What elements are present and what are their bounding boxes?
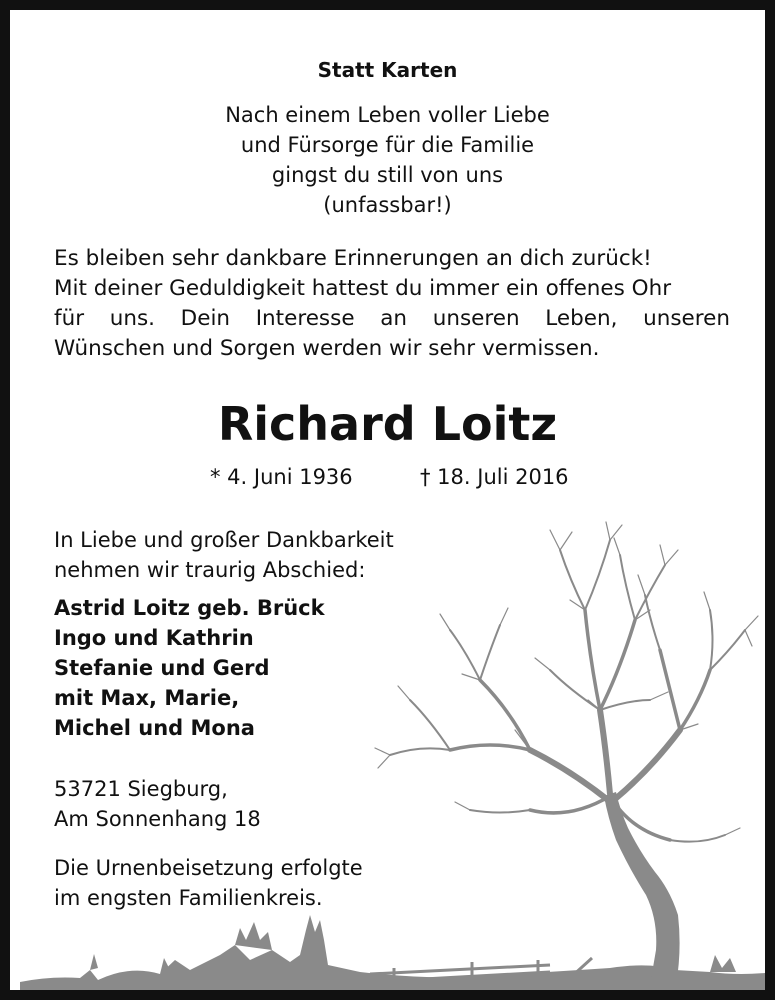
tree-branches bbox=[375, 522, 758, 842]
paragraph-line: Wünschen und Sorgen werden wir sehr vermissen. bbox=[54, 336, 600, 361]
death-date: † 18. Juli 2016 bbox=[420, 465, 569, 489]
poem-line: Nach einem Leben voller Liebe bbox=[225, 103, 550, 127]
mourners-list bbox=[54, 593, 325, 743]
closing-note bbox=[54, 853, 363, 913]
mourner: Ingo und Kathrin bbox=[54, 626, 254, 650]
poem-line: und Fürsorge für die Familie bbox=[240, 133, 535, 157]
birth-date: * 4. Juni 1936 bbox=[210, 465, 353, 489]
closing-line: im engsten Familienkreis. bbox=[54, 886, 323, 910]
heading-statt-karten: Statt Karten bbox=[317, 58, 458, 82]
paragraph-line: Es bleiben sehr dankbare Erinnerungen an dich zurück! bbox=[54, 246, 652, 271]
closing-line: Die Urnenbeisetzung erfolgte bbox=[54, 856, 363, 880]
deceased-name: Richard Loitz bbox=[217, 397, 558, 451]
address bbox=[54, 774, 261, 834]
farewell-text bbox=[54, 525, 394, 585]
address-line: Am Sonnenhang 18 bbox=[54, 807, 261, 831]
mourner: mit Max, Marie, bbox=[54, 686, 240, 710]
mourner: Stefanie und Gerd bbox=[54, 656, 270, 680]
mourner: Astrid Loitz geb. Brück bbox=[54, 596, 325, 620]
mourner: Michel und Mona bbox=[54, 716, 255, 740]
memory-paragraph bbox=[54, 244, 730, 364]
poem-line: gingst du still von uns bbox=[271, 163, 504, 187]
farewell-line: nehmen wir traurig Abschied: bbox=[54, 558, 366, 582]
paragraph-line: für uns. Dein Interesse an unseren Leben, unseren bbox=[54, 306, 730, 331]
farewell-line: In Liebe und großer Dankbarkeit bbox=[54, 528, 394, 552]
life-dates bbox=[210, 462, 569, 492]
tree-trunk bbox=[604, 792, 680, 985]
poem bbox=[10, 100, 765, 220]
poem-line: (unfassbar!) bbox=[323, 193, 452, 217]
paragraph-line: Mit deiner Geduldigkeit hattest du immer ein offenes Ohr bbox=[54, 276, 672, 301]
address-line: 53721 Siegburg, bbox=[54, 777, 228, 801]
